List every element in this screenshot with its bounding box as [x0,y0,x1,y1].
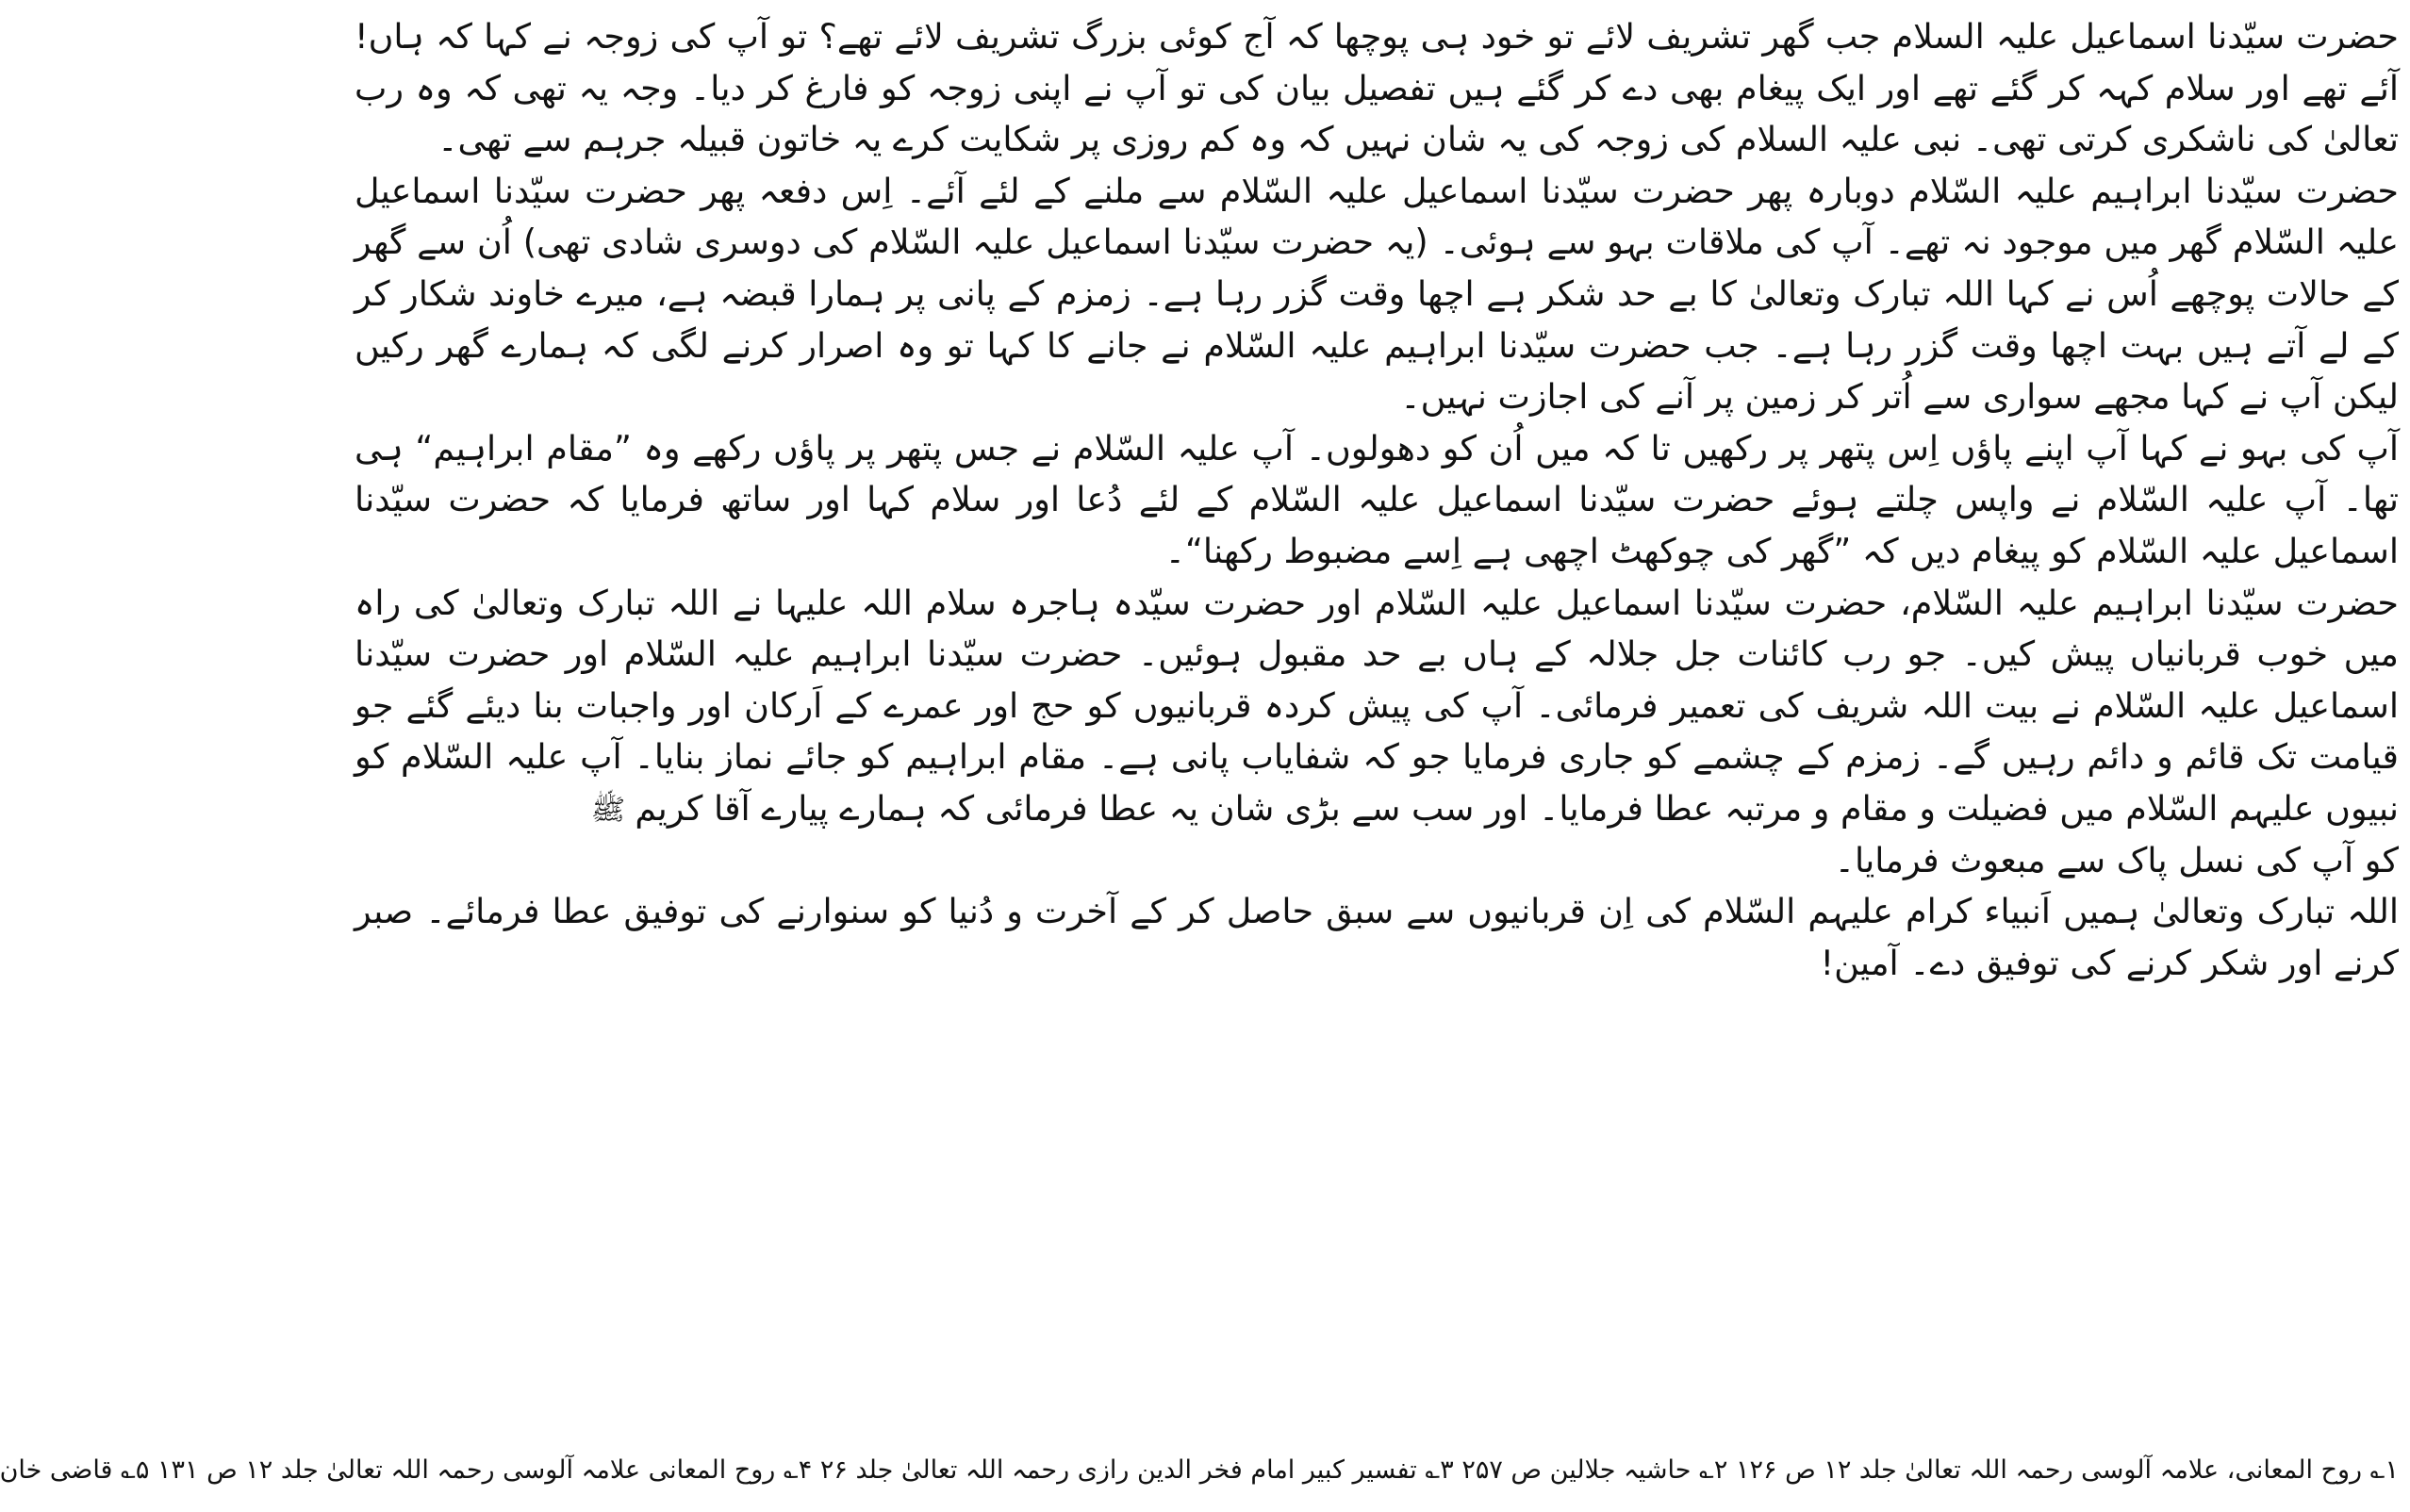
salutation-seal-icon [587,791,629,829]
paragraph-1: حضرت سیّدنا اسماعیل علیہ السلام جب گھر تشریف لائے تو خود ہی پوچھا کہ آج کوئی بزرگ تشریف لائے تھے؟ تو آپ کی زوجہ نے کہا کہ ہاں! آئے تھے اور سلام کہہ کر گئے تھے اور ایک پیغام بھی دے کر گئے ہیں تفصیل بیان کی تو آپ نے اپنی زوجہ کو فارغ کر دیا۔ وجہ یہ تھی کہ وہ رب تعالیٰ کی ناشکری کرتی تھی۔ نبی علیہ السلام کی زوجہ کی یہ شان نہیں کہ وہ کم روزی پر شکایت کرے یہ خاتون قبیلہ جرہم سے تھی۔ [355,16,2400,160]
salutation-seal-glyph: ﷺ [591,794,626,828]
paragraph-4-text: حضرت سیّدنا ابراہیم علیہ السّلام، حضرت سیّدنا اسماعیل علیہ السّلام اور حضرت سیّدہ ہاجرہ سلام اللہ علیہا نے اللہ تبارک وتعالیٰ کی راہ میں خوب قربانیاں پیش کیں۔ جو رب کائنات جل جلالہ کے ہاں بے حد مقبول ہوئیں۔ حضرت سیّدنا ابراہیم علیہ السّلام اور حضرت سیّدنا اسماعیل علیہ السّلام نے بیت اللہ شریف کی تعمیر فرمائی۔ آپ کی پیش کردہ قربانیوں کو حج اور عمرے کے اَرکان اور واجبات بنا دیئے گئے جو قیامت تک قائم و دائم رہیں گے۔ زمزم کے چشمے کو جاری فرمایا جو کہ شفایاب پانی ہے۔ مقام ابراہیم کو جائے نماز بنایا۔ آپ علیہ السّلام کو نبیوں علیہم السّلام میں فضیلت و مقام و مرتبہ عطا فرمایا۔ اور سب سے بڑی شان یہ عطا فرمائی کہ ہمارے پیارے آقا کریم [355,582,2399,829]
footnotes: ۱؎ روح المعانی، علامہ آلوسی رحمہ اللہ تعالیٰ جلد ۱۲ ص ۱۲۶ ۲؎ حاشیہ جلالین ص ۲۵۷ ۳؎ تفسیر کبیر امام فخر الدین رازی رحمہ اللہ تعالیٰ جلد ۲۶ ۴؎ روح المعانی علامہ آلوسی رحمہ اللہ تعالیٰ جلد ۱۲ ص ۱۳۱ ۵؎ قاضی خان [0,1455,2399,1485]
paragraph-5: کو آپ کی نسل پاک سے مبعوث فرمایا۔ [1834,839,2399,880]
paragraph-3: آپ کی بہو نے کہا آپ اپنے پاؤں اِس پتھر پر رکھیں تا کہ میں اُن کو دھولوں۔ آپ علیہ السّلام نے جس پتھر پر پاؤں رکھے وہ ”مقام ابراہیم“ ہی تھا۔ آپ علیہ السّلام نے واپس چلتے ہوئے حضرت سیّدنا اسماعیل علیہ السّلام کے لئے دُعا اور سلام کہا اور ساتھ فرمایا کہ حضرت سیّدنا اسماعیل علیہ السّلام کو پیغام دیں کہ ”گھر کی چوکھٹ اچھی ہے اِسے مضبوط رکھنا“۔ [355,427,2399,571]
paragraph-4 [355,578,2399,835]
paragraph-6: اللہ تبارک وتعالیٰ ہمیں اَنبیاء کرام علیہم السّلام کی اِن قربانیوں سے سبق حاصل کر کے آخرت و دُنیا کو سنوارنے کی توفیق عطا فرمائے۔ صبر کرنے اور شکر کرنے کی توفیق دے۔ آمین! [355,891,2399,983]
salutation-seal-graphic [587,791,629,829]
paragraph-2: حضرت سیّدنا ابراہیم علیہ السّلام دوبارہ پھر حضرت سیّدنا اسماعیل علیہ السّلام سے ملنے کے لئے آئے۔ اِس دفعہ پھر حضرت سیّدنا اسماعیل علیہ السّلام گھر میں موجود نہ تھے۔ آپ کی ملاقات بہو سے ہوئی۔ (یہ حضرت سیّدنا اسماعیل علیہ السّلام کی دوسری شادی تھی) اُن سے گھر کے حالات پوچھے اُس نے کہا اللہ تبارک وتعالیٰ کا بے حد شکر ہے اچھا وقت گزر رہا ہے۔ زمزم کے پانی پر ہمارا قبضہ ہے، میرے خاوند شکار کر کے لے آتے ہیں بہت اچھا وقت گزر رہا ہے۔ جب حضرت سیّدنا ابراہیم علیہ السّلام نے جانے کا کہا تو وہ اصرار کرنے لگی کہ ہمارے گھر رکیں لیکن آپ نے کہا مجھے سواری سے اُتر کر زمین پر آنے کی اجازت نہیں۔ [355,170,2399,418]
